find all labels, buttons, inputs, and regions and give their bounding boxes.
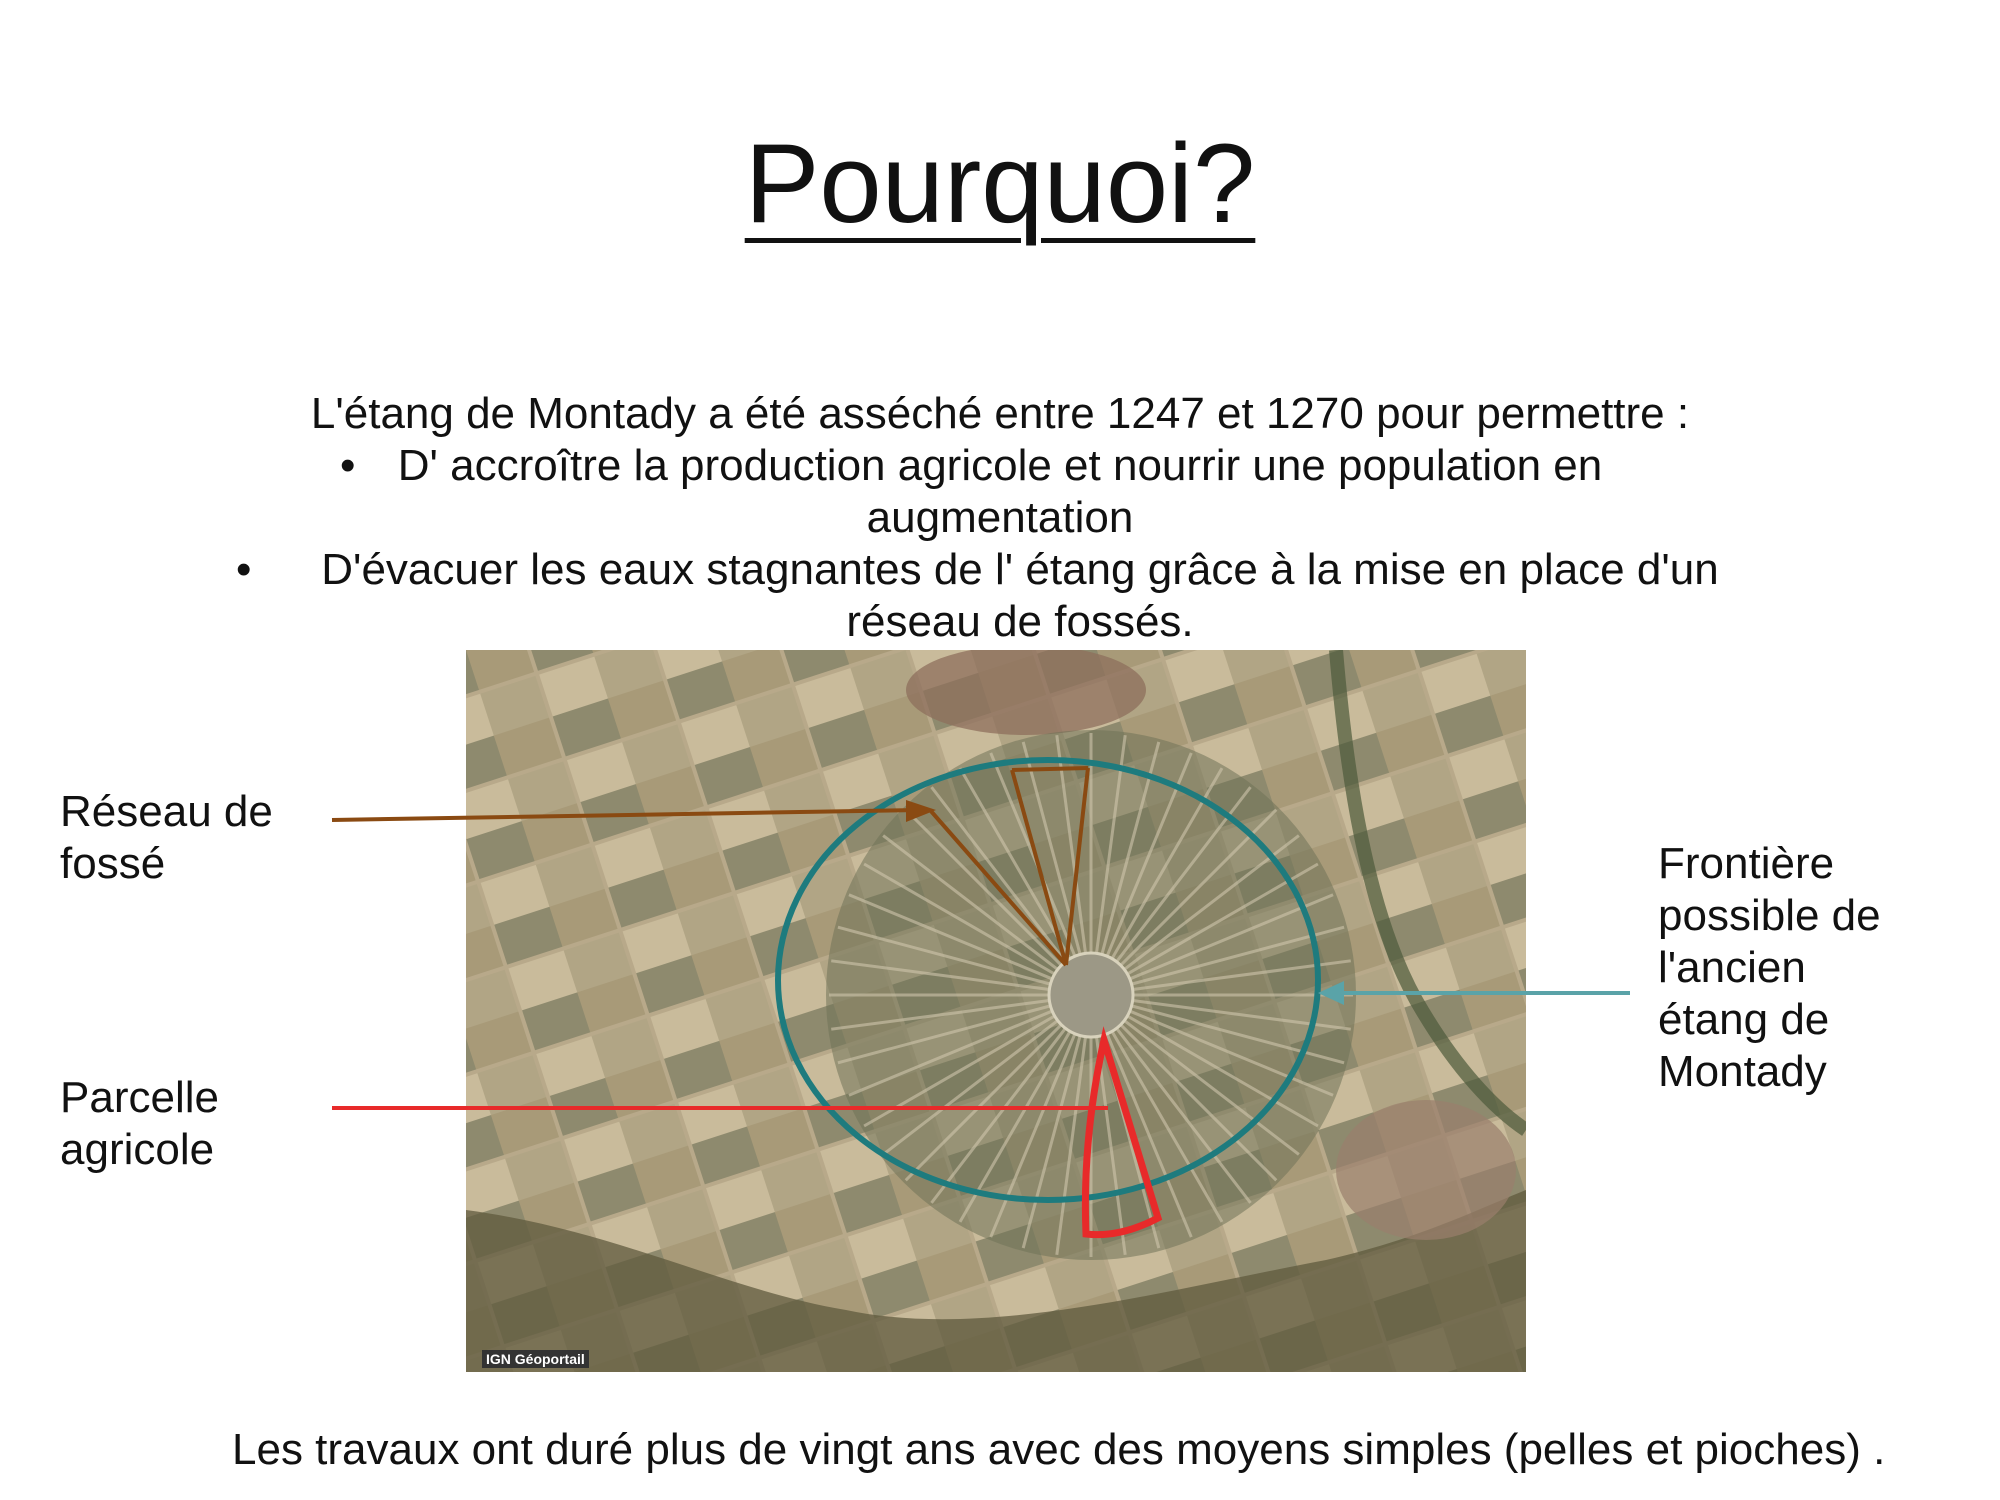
image-credit: IGN Géoportail <box>482 1350 589 1368</box>
intro-text: L'étang de Montady a été asséché entre 1247 et 1270 pour permettre : <box>310 389 1690 438</box>
bullet-dot-1: • <box>340 441 356 490</box>
label-parcel: Parcelle agricole <box>60 1073 219 1174</box>
label-network: Réseau de fossé <box>60 787 273 888</box>
footer-text: Les travaux ont duré plus de vingt ans avec des moyens simples (pelles et pioches) . <box>232 1425 1886 1474</box>
slide-title-text: Pourquoi? <box>744 121 1256 246</box>
aerial-photo <box>466 650 1526 1372</box>
label-border: Frontière possible de l'ancien étang de Montady <box>1658 839 1881 1096</box>
bullet-2: D'évacuer les eaux stagnantes de l' étang grâce à la mise en place d'un réseau de fossés. <box>321 545 1719 646</box>
bullet-dot-2: • <box>236 545 252 594</box>
bullet-1: D' accroître la production agricole et nourrir une population en augmentation <box>397 441 1603 542</box>
slide-title <box>0 121 2000 246</box>
